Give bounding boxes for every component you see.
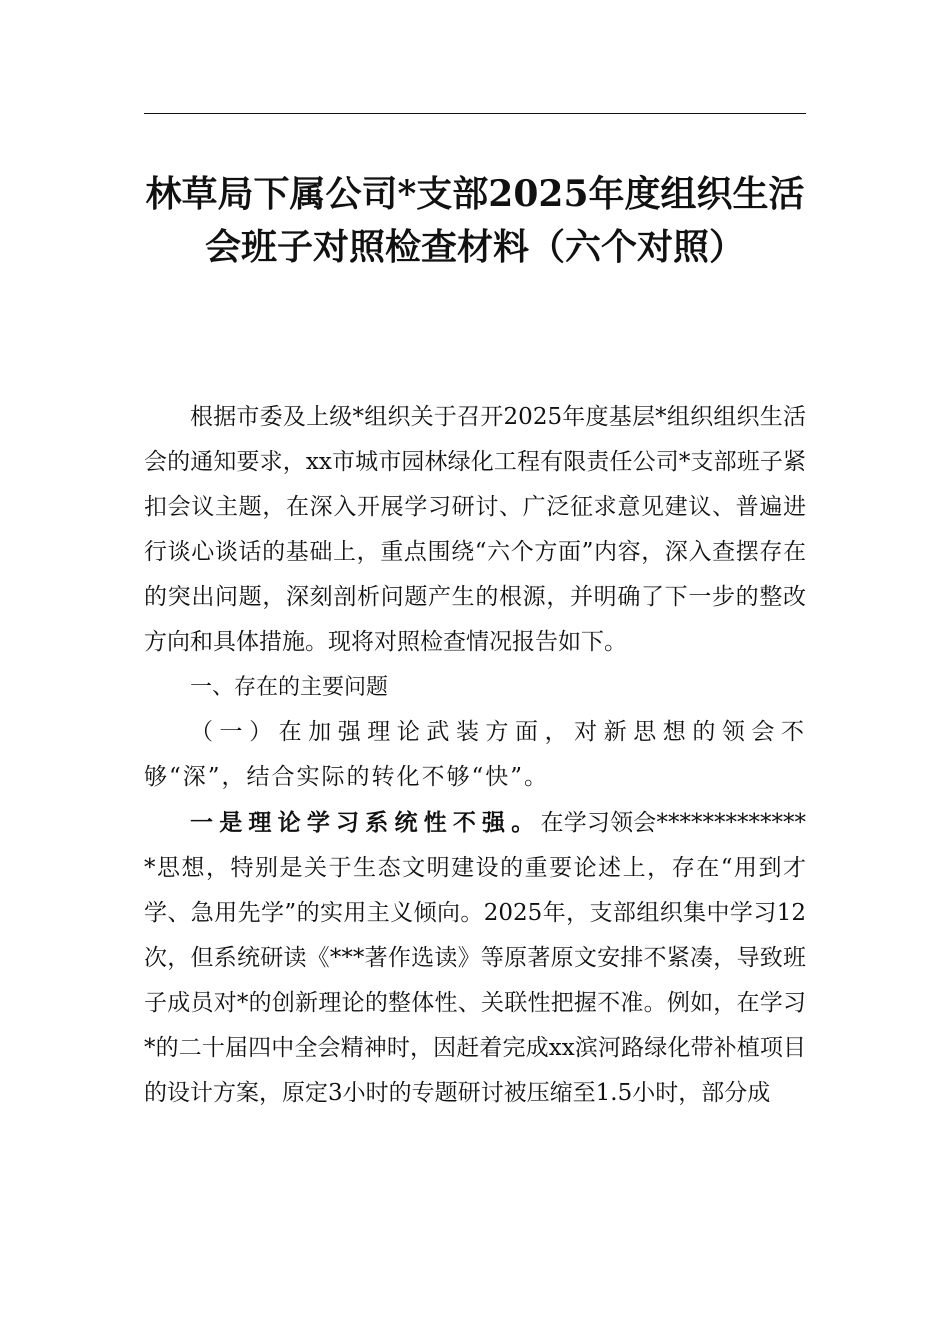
title-line-2: 会班子对照检查材料（六个对照）	[204, 226, 745, 268]
point-paragraph	[144, 800, 806, 1116]
title-line-1: 林草局下属公司*支部2025年度组织生活	[145, 173, 805, 215]
document-body	[144, 395, 806, 1116]
point-text: 在学习领会**************思想，特别是关于生态文明建设的重要论述上，存在“用到才学、急用先学”的实用主义倾向。2025年，支部组织集中学习12次，但系统研读《***著作选读》等原著原文安排不紧凑，导致班子成员对*的创新理论的整体性、关联性把握不准。例如，在学习*的二十届四中全会精神时，因赶着完成xx滨河路绿化带补植项目的设计方案，原定3小时的专题研讨被压缩至1.5小时，部分成	[144, 810, 807, 1106]
header-rule	[144, 113, 806, 114]
subsection-heading: （一）在加强理论武装方面，对新思想的领会不够“深”，结合实际的转化不够“快”。	[144, 719, 806, 790]
intro-paragraph: 根据市委及上级*组织关于召开2025年度基层*组织组织生活会的通知要求，xx市城市园林绿化工程有限责任公司*支部班子紧扣会议主题，在深入开展学习研讨、广泛征求意见建议、普遍进行谈心谈话的基础上，重点围绕“六个方面”内容，深入查摆存在的突出问题，深刻剖析问题产生的根源，并明确了下一步的整改方向和具体措施。现将对照检查情况报告如下。	[144, 404, 806, 655]
document-title	[144, 168, 806, 274]
section-heading: 一、存在的主要问题	[190, 675, 389, 700]
point-lead: 一是理论学习系统性不强。	[190, 809, 541, 836]
